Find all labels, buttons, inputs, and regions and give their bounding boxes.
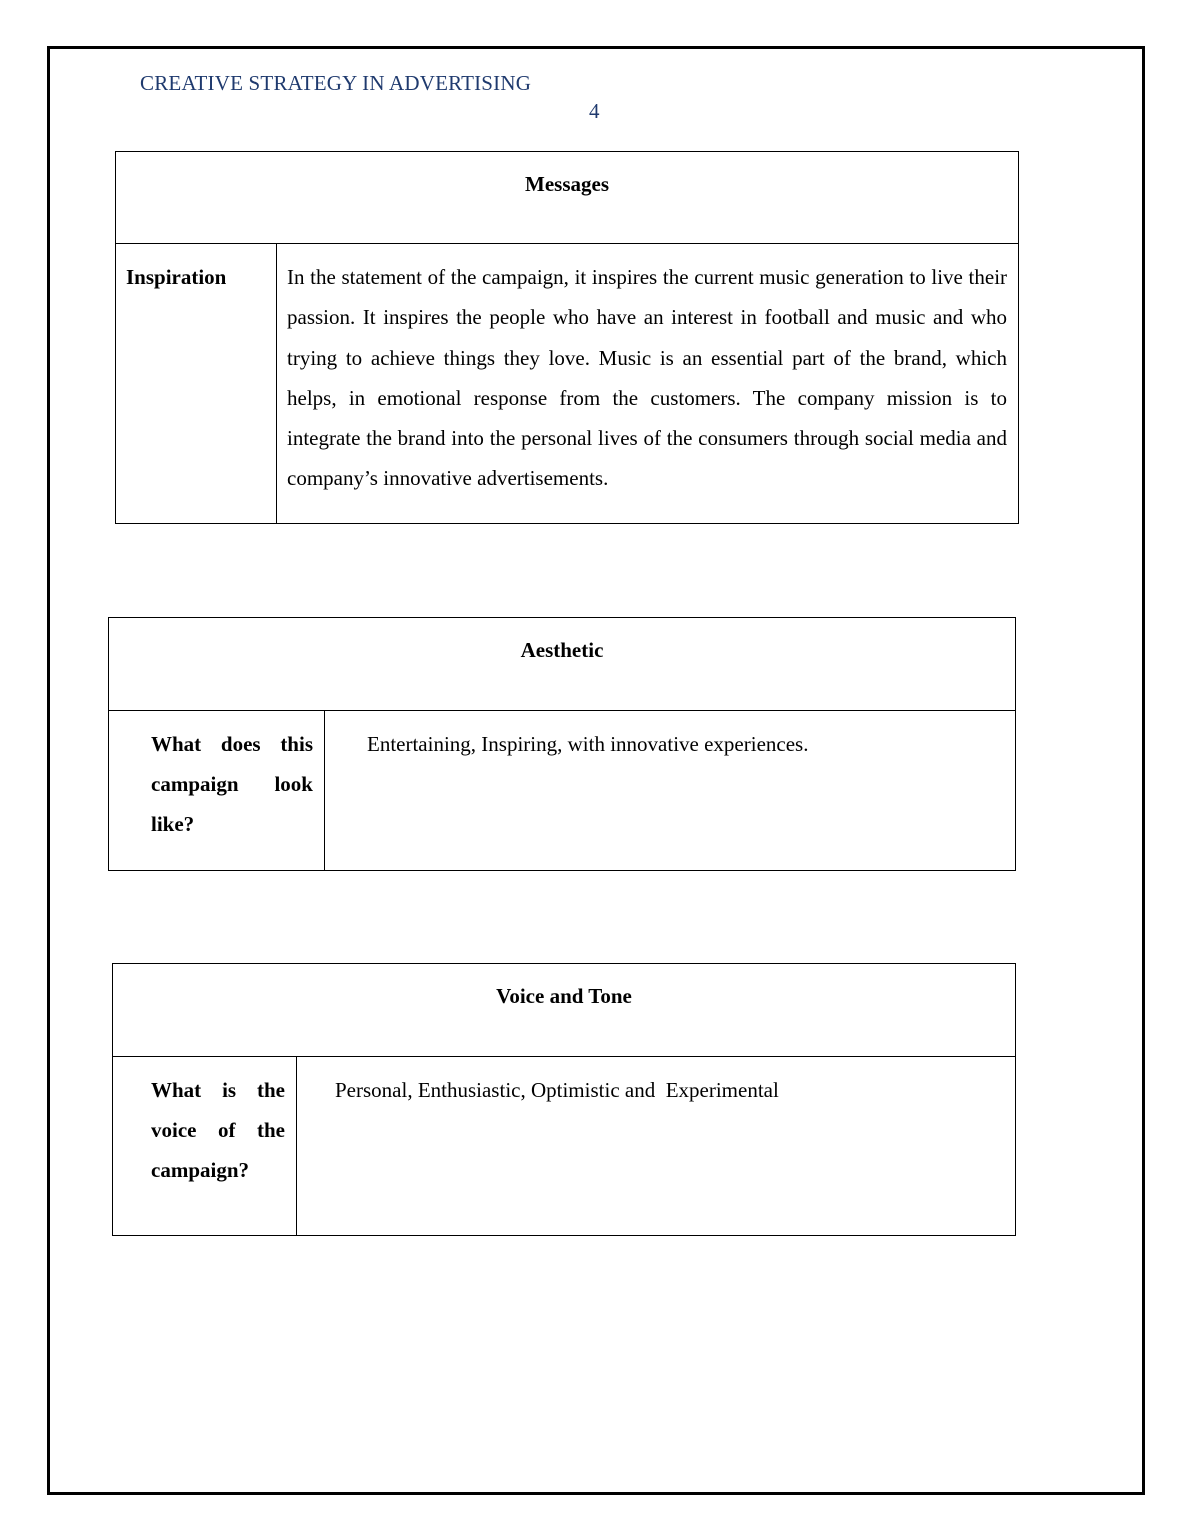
voice-question-cell bbox=[113, 1057, 297, 1236]
messages-title-cell bbox=[116, 152, 1019, 244]
aesthetic-question: What does this campaign look like? bbox=[151, 732, 313, 836]
voice-answer: Personal, Enthusiastic, Optimistic and Experimental bbox=[335, 1078, 779, 1102]
messages-label-cell bbox=[116, 244, 277, 524]
aesthetic-question-cell bbox=[109, 711, 325, 871]
running-header: CREATIVE STRATEGY IN ADVERTISING bbox=[140, 71, 532, 95]
messages-title: Messages bbox=[525, 172, 609, 196]
voice-answer-cell bbox=[297, 1057, 1016, 1236]
voice-title: Voice and Tone bbox=[496, 984, 632, 1008]
aesthetic-answer-cell bbox=[325, 711, 1016, 871]
messages-table bbox=[115, 151, 1019, 524]
inspiration-text: In the statement of the campaign, it inspires the current music generation to live their passion. It inspires the people who have an interest in football and music and who trying to achieve things they love. Music is an essential part of the brand, which helps, in emotional response from the customers. The company mission is to integrate the brand into the personal lives of the consumers through social media and company’s innovative advertisements. bbox=[287, 265, 1008, 491]
voice-title-cell bbox=[113, 964, 1016, 1057]
aesthetic-title-cell bbox=[109, 618, 1016, 711]
voice-question: What is the voice of the campaign? bbox=[151, 1078, 285, 1182]
page-number: 4 bbox=[589, 99, 600, 123]
aesthetic-table bbox=[108, 617, 1016, 871]
voice-tone-table bbox=[112, 963, 1016, 1236]
aesthetic-title: Aesthetic bbox=[520, 638, 604, 662]
inspiration-label: Inspiration bbox=[126, 265, 227, 289]
aesthetic-answer: Entertaining, Inspiring, with innovative experiences. bbox=[367, 732, 809, 756]
messages-content-cell bbox=[277, 244, 1019, 524]
